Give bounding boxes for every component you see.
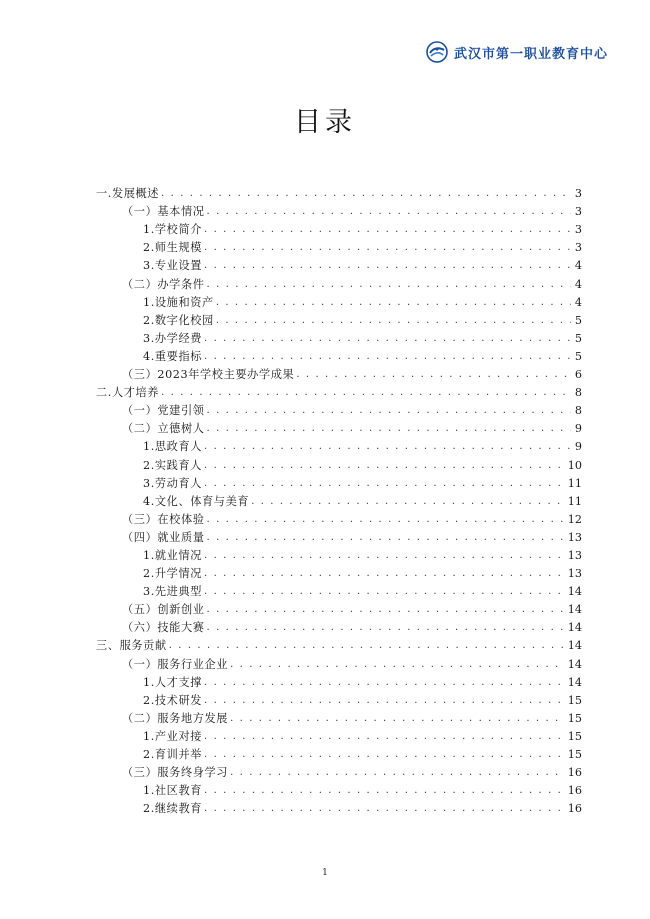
- toc-entry[interactable]: [96, 617, 582, 635]
- toc-entry-label: 1.学校简介: [143, 223, 203, 237]
- toc-entry[interactable]: [96, 563, 582, 581]
- toc-dot-leader: [204, 241, 571, 255]
- toc-dot-leader: [169, 639, 565, 653]
- toc-entry[interactable]: [96, 599, 582, 617]
- toc-entry[interactable]: [96, 473, 582, 491]
- toc-entry[interactable]: [96, 273, 582, 291]
- toc-dot-leader: [207, 531, 565, 545]
- toc-entry-page: 6: [574, 368, 582, 382]
- toc-entry[interactable]: [96, 762, 582, 780]
- toc-entry[interactable]: [96, 744, 582, 762]
- toc-entry-page: 16: [567, 784, 582, 798]
- toc-entry-page: 3: [574, 223, 582, 237]
- toc-entry[interactable]: [96, 726, 582, 744]
- toc-entry[interactable]: [96, 491, 582, 509]
- toc-dot-leader: [207, 603, 565, 617]
- toc-entry[interactable]: [96, 690, 582, 708]
- toc-dot-leader: [216, 296, 571, 310]
- toc-entry-label: 3.劳动育人: [143, 476, 203, 490]
- toc-entry[interactable]: [96, 255, 582, 273]
- toc-entry-label: 3.专业设置: [143, 259, 203, 273]
- toc-entry-page: 14: [567, 657, 582, 671]
- toc-entry-label: （二）服务地方发展: [122, 711, 229, 725]
- toc-entry-page: 14: [567, 675, 582, 689]
- toc-entry-page: 15: [567, 748, 582, 761]
- toc-entry-label: （三）在校体验: [122, 512, 205, 526]
- toc-entry-page: 9: [574, 440, 582, 454]
- toc-entry-page: 3: [574, 187, 582, 201]
- toc-entry-page: 14: [567, 603, 582, 617]
- toc-dot-leader: [204, 223, 571, 237]
- toc-entry-page: 3: [574, 241, 582, 255]
- toc-entry[interactable]: [96, 219, 582, 237]
- toc-entry[interactable]: [96, 237, 582, 255]
- table-of-contents: [96, 183, 582, 816]
- toc-dot-leader: [207, 513, 565, 527]
- toc-entry[interactable]: [96, 418, 582, 436]
- toc-entry-page: 9: [574, 422, 582, 436]
- toc-entry-page: 13: [567, 530, 582, 544]
- toc-entry-label: （四）就业质量: [122, 530, 205, 544]
- toc-dot-leader: [230, 658, 565, 672]
- toc-entry-page: 4: [574, 259, 582, 273]
- toc-entry-label: （一）服务行业企业: [122, 657, 229, 671]
- toc-entry[interactable]: [96, 292, 582, 310]
- school-emblem-icon: [426, 41, 448, 63]
- toc-dot-leader: [204, 567, 565, 581]
- toc-entry-label: 一.发展概述: [96, 187, 160, 201]
- toc-dot-leader: [204, 440, 571, 454]
- toc-entry-label: 二.人才培养: [96, 386, 160, 400]
- toc-entry-page: 8: [574, 386, 582, 400]
- toc-entry-page: 12: [567, 512, 582, 526]
- toc-entry-page: 14: [567, 621, 582, 635]
- header-logo: [426, 41, 608, 63]
- toc-dot-leader: [204, 784, 565, 798]
- toc-entry-label: 1.社区教育: [143, 784, 203, 798]
- toc-entry-page: 10: [567, 458, 582, 472]
- toc-dot-leader: [296, 368, 571, 382]
- toc-dot-leader: [204, 694, 565, 708]
- toc-entry-label: （一）党建引领: [122, 404, 205, 418]
- toc-entry-label: 2.育训并举: [143, 748, 203, 761]
- org-name: 武汉市第一职业教育中心: [453, 46, 608, 62]
- toc-entry-label: 4.文化、体育与美育: [143, 494, 250, 508]
- toc-entry[interactable]: [96, 310, 582, 328]
- toc-dot-leader: [216, 314, 571, 328]
- toc-entry-label: （二）立德树人: [122, 422, 205, 436]
- toc-entry[interactable]: [96, 364, 582, 382]
- toc-entry-label: 1.产业对接: [143, 729, 203, 743]
- toc-dot-leader: [204, 477, 565, 491]
- toc-entry-label: 2.技术研发: [143, 693, 203, 707]
- toc-entry-page: 5: [574, 313, 582, 327]
- toc-entry-label: 2.师生规模: [143, 241, 203, 255]
- toc-dot-leader: [251, 495, 565, 509]
- toc-entry-page: 4: [574, 277, 582, 291]
- toc-entry-label: 1.设施和资产: [143, 295, 214, 309]
- toc-dot-leader: [204, 730, 565, 744]
- toc-entry-label: 3.先进典型: [143, 585, 203, 599]
- toc-dot-leader: [161, 386, 571, 400]
- toc-entry-page: 4: [574, 295, 582, 309]
- toc-dot-leader: [207, 404, 571, 418]
- toc-entry-label: 2.继续教育: [143, 802, 203, 816]
- toc-entry-label: 1.人才支撑: [143, 675, 203, 689]
- toc-dot-leader: [207, 621, 565, 635]
- toc-entry-label: （二）办学条件: [122, 277, 205, 291]
- toc-dot-leader: [207, 422, 571, 436]
- toc-dot-leader: [204, 259, 571, 273]
- toc-entry-page: 11: [567, 476, 582, 490]
- toc-dot-leader: [204, 676, 565, 690]
- toc-entry-label: 3.办学经费: [143, 331, 203, 345]
- toc-entry-label: （五）创新创业: [122, 603, 205, 617]
- toc-entry[interactable]: [96, 183, 582, 201]
- toc-entry[interactable]: [96, 635, 582, 653]
- toc-dot-leader: [204, 549, 565, 563]
- toc-dot-leader: [204, 802, 565, 816]
- toc-dot-leader: [204, 459, 565, 473]
- toc-entry-page: 8: [574, 404, 582, 418]
- toc-entry-page: 16: [567, 766, 582, 780]
- toc-entry[interactable]: [96, 653, 582, 671]
- toc-dot-leader: [204, 585, 565, 599]
- toc-entry[interactable]: [96, 581, 582, 599]
- toc-entry[interactable]: [96, 798, 582, 816]
- toc-entry[interactable]: [96, 328, 582, 346]
- toc-entry[interactable]: [96, 454, 582, 472]
- toc-entry-label: 1.思政育人: [143, 440, 203, 454]
- toc-entry-page: 16: [567, 802, 582, 816]
- toc-entry[interactable]: [96, 436, 582, 454]
- toc-dot-leader: [207, 205, 571, 219]
- toc-entry-label: 三、服务贡献: [96, 639, 167, 653]
- toc-dot-leader: [207, 278, 571, 292]
- toc-entry[interactable]: [96, 780, 582, 798]
- toc-entry-label: 2.实践育人: [143, 458, 203, 472]
- toc-entry[interactable]: [96, 201, 582, 219]
- toc-entry-page: 11: [567, 494, 582, 508]
- toc-dot-leader: [161, 187, 571, 201]
- toc-dot-leader: [204, 748, 565, 762]
- toc-entry-label: 4.重要指标: [143, 349, 203, 363]
- toc-entry-page: 14: [567, 585, 582, 599]
- toc-entry[interactable]: [96, 400, 582, 418]
- toc-entry-page: 15: [567, 693, 582, 707]
- page-title: 目录: [294, 107, 356, 138]
- toc-entry[interactable]: [96, 527, 582, 545]
- toc-entry-label: （三）2023年学校主要办学成果: [122, 368, 295, 382]
- toc-entry-label: （一）基本情况: [122, 205, 205, 219]
- toc-entry-label: 1.就业情况: [143, 548, 203, 562]
- toc-entry-page: 5: [574, 349, 582, 363]
- toc-dot-leader: [230, 766, 565, 780]
- toc-entry-page: 13: [567, 567, 582, 581]
- toc-entry-label: （三）服务终身学习: [122, 766, 229, 780]
- toc-entry[interactable]: [96, 382, 582, 400]
- toc-entry-page: 5: [574, 331, 582, 345]
- toc-entry-page: 3: [574, 205, 582, 219]
- toc-entry-page: 14: [567, 639, 582, 653]
- toc-entry[interactable]: [96, 346, 582, 364]
- toc-entry-label: 2.数字化校园: [143, 313, 214, 327]
- toc-entry[interactable]: [96, 509, 582, 527]
- toc-entry-label: 2.升学情况: [143, 567, 203, 581]
- toc-entry[interactable]: [96, 708, 582, 726]
- toc-entry[interactable]: [96, 545, 582, 563]
- toc-dot-leader: [204, 332, 571, 346]
- toc-entry-label: （六）技能大赛: [122, 621, 205, 635]
- toc-entry-page: 15: [567, 729, 582, 743]
- toc-entry-page: 15: [567, 711, 582, 725]
- toc-dot-leader: [204, 350, 571, 364]
- toc-entry[interactable]: [96, 672, 582, 690]
- toc-dot-leader: [230, 712, 565, 726]
- toc-entry-page: 13: [567, 548, 582, 562]
- page-number: 1: [322, 868, 328, 878]
